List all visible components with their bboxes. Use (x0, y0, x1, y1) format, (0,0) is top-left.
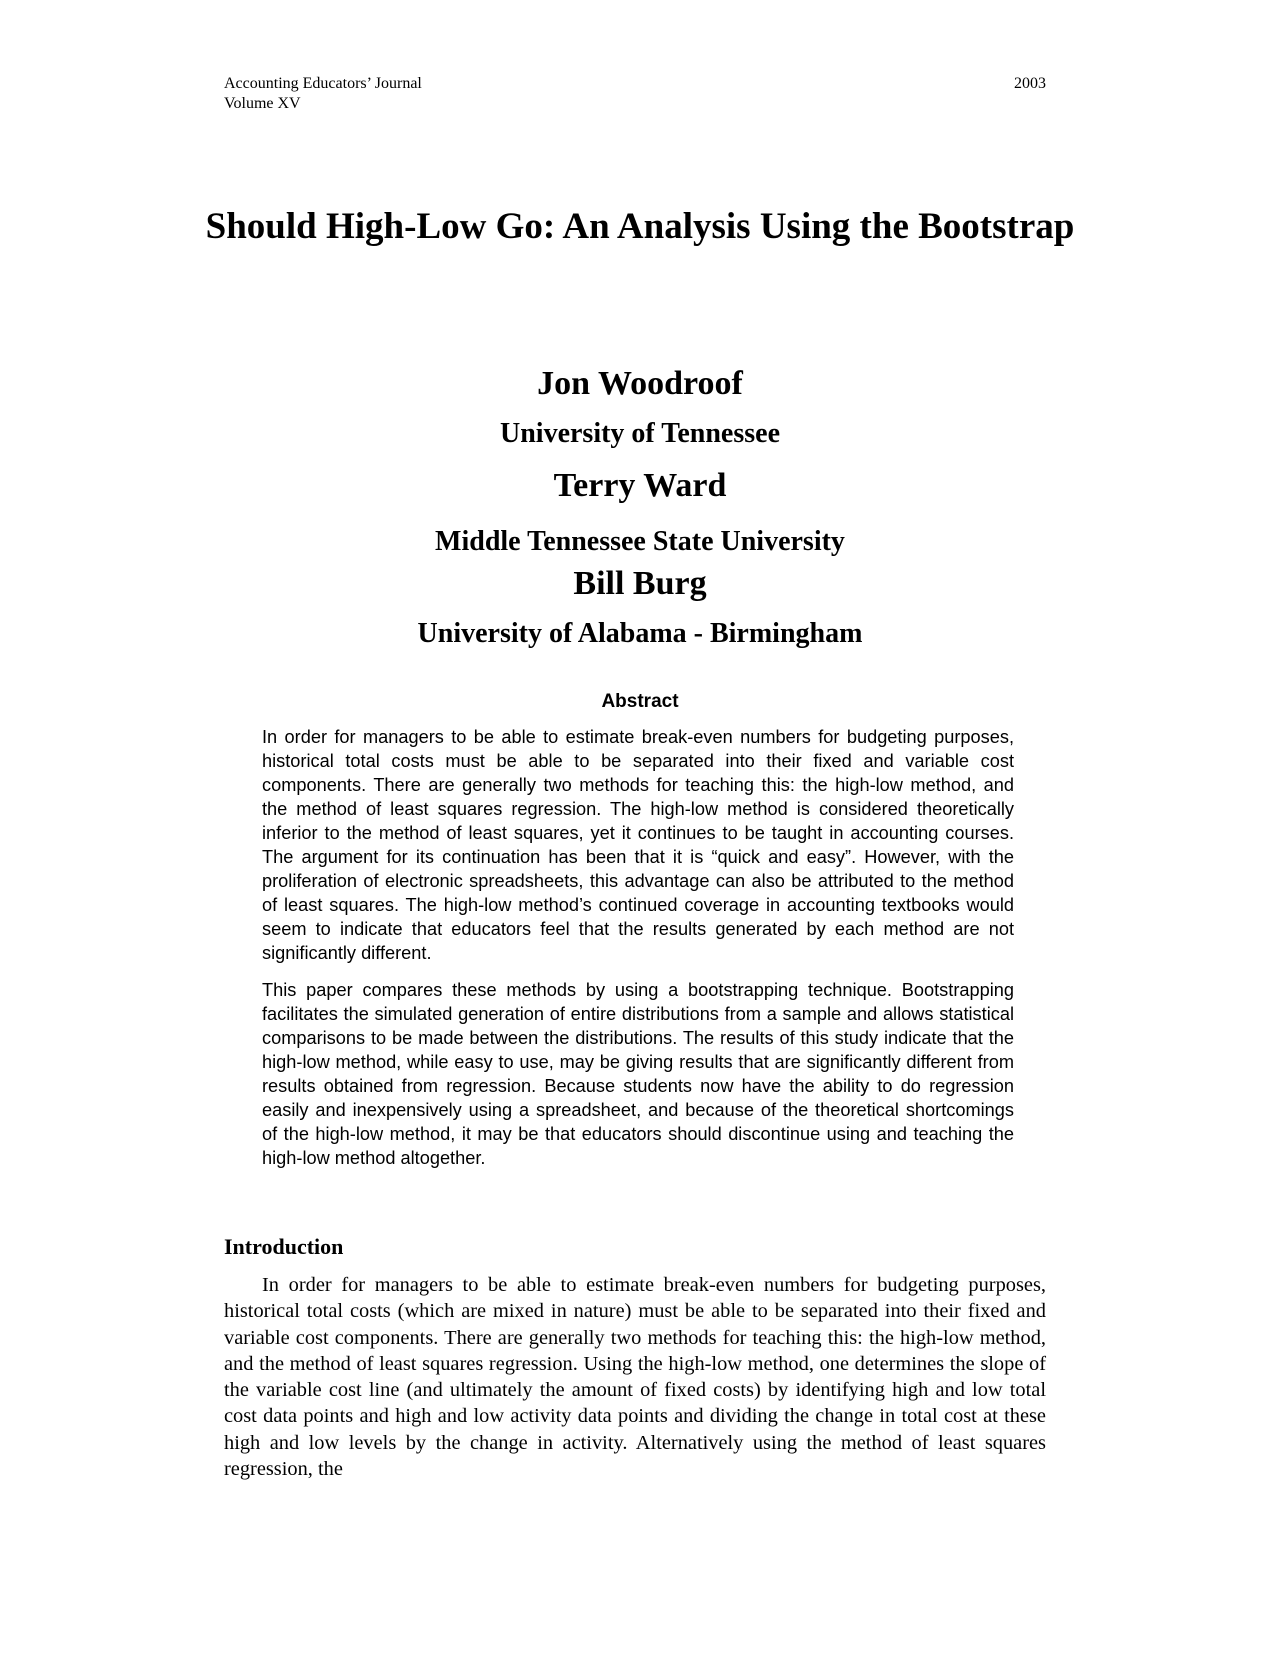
author-block (180, 362, 1100, 652)
author-affiliation: University of Alabama - Birmingham (417, 618, 863, 649)
journal-volume: Volume XV (224, 95, 301, 112)
introduction-heading: Introduction (224, 1234, 344, 1259)
abstract-paragraph: In order for managers to be able to estimate break-even numbers for budgeting purposes, historical total costs must be able to be separated into their fixed and variable cost components. There are generally two methods for teaching this: the high-low method, and the method of least squares regression. The high-low method is considered theoretically inferior to the method of least squares, yet it continues to be taught in accounting courses. The argument for its continuation has been that it is “quick and easy”. However, with the proliferation of electronic spreadsheets, this advantage can also be attributed to the method of least squares. The high-low method’s continued coverage in accounting textbooks would seem to indicate that educators feel that the results generated by each method are not significantly different. (262, 727, 1014, 963)
author-name: Terry Ward (553, 467, 727, 504)
author-name: Bill Burg (573, 565, 707, 602)
journal-year: 2003 (1014, 75, 1046, 92)
author-affiliation: University of Tennessee (500, 418, 780, 449)
abstract-heading: Abstract (601, 691, 679, 712)
author-affiliation: Middle Tennessee State University (435, 526, 845, 557)
journal-name: Accounting Educators’ Journal (224, 75, 422, 92)
introduction-paragraph: In order for managers to be able to estimate break-even numbers for budgeting purposes, historical total costs (which are mixed in nature) must be able to be separated into their fixed and variable cost components. There are generally two methods for teaching this: the high-low method, and the method of least squares regression. Using the high-low method, one determines the slope of the variable cost line (and ultimately the amount of fixed costs) by identifying high and low total cost data points and high and low activity data points and dividing the change in total cost at these high and low levels by the change in activity. Alternatively using the method of least squares regression, the (224, 1274, 1046, 1481)
abstract-body (262, 725, 1014, 1183)
author-name: Jon Woodroof (537, 365, 743, 402)
running-head (224, 74, 1046, 114)
abstract-paragraph: This paper compares these methods by using a bootstrapping technique. Bootstrapping facilitates the simulated generation of entire distributions from a sample and allows statistical comparisons to be made between the distributions. The results of this study indicate that the high-low method, while easy to use, may be giving results that are significantly different from results obtained from regression. Because students now have the ability to do regression easily and inexpensively using a spreadsheet, and because of the theoretical shortcomings of the high-low method, it may be that educators should discontinue using and teaching the high-low method altogether. (262, 980, 1014, 1168)
paper-title: Should High-Low Go: An Analysis Using the Bootstrap (205, 206, 1075, 247)
